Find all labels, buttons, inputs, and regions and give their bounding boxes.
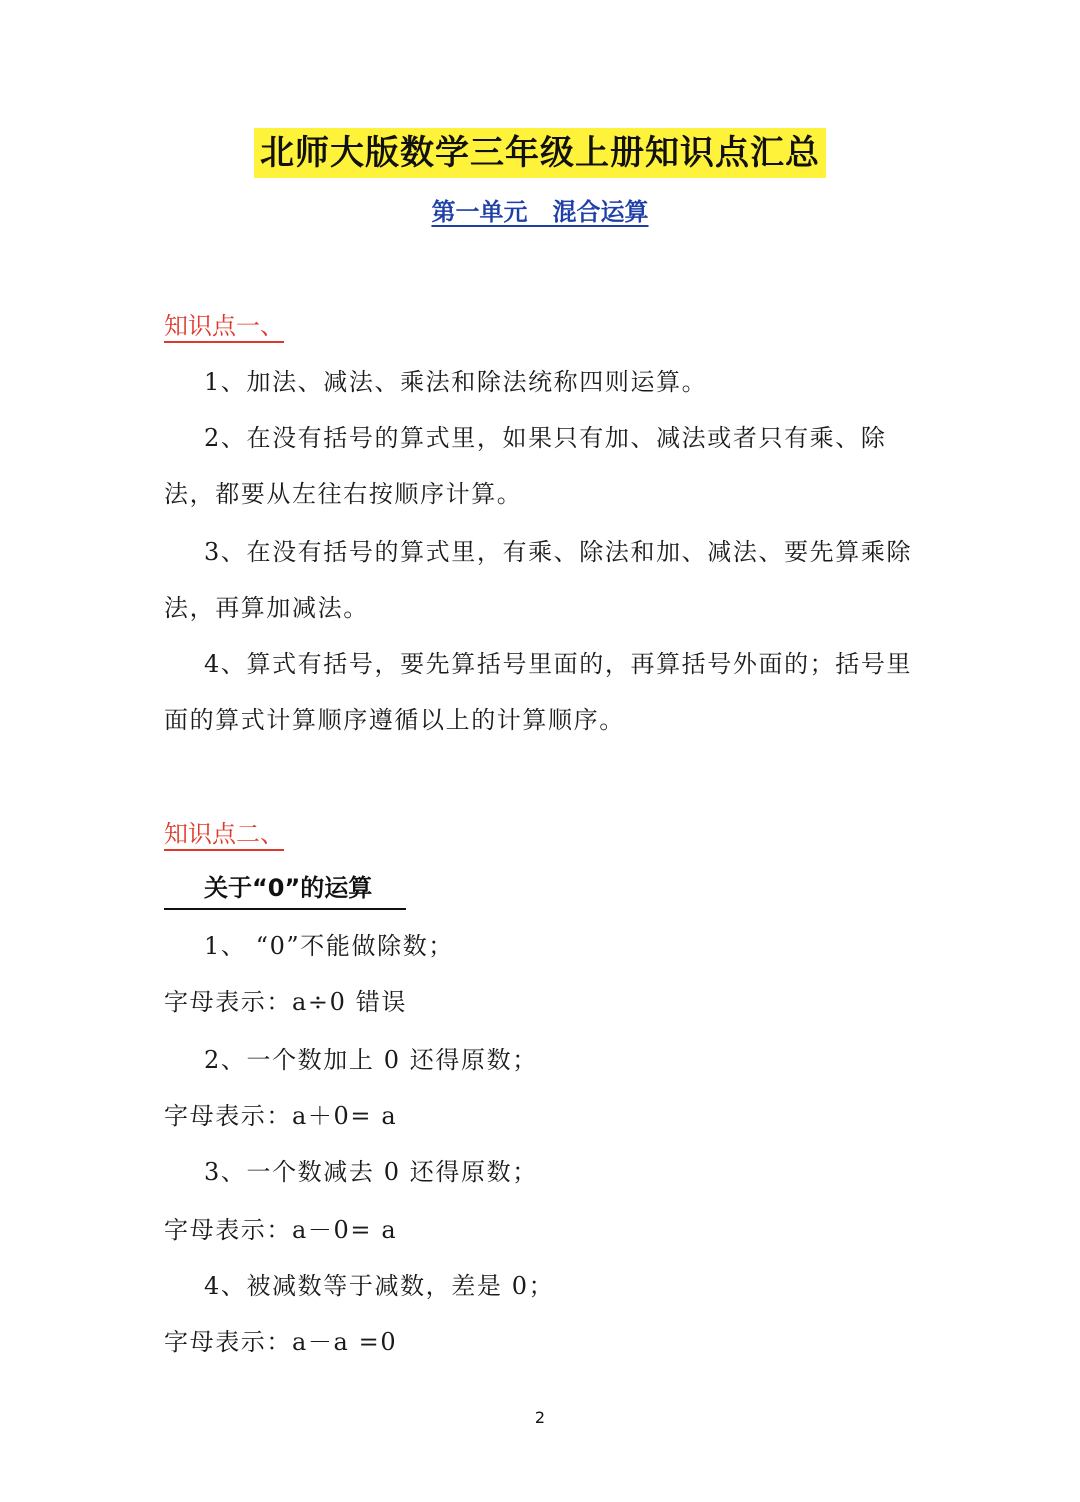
zero-rule-4: 4、被减数等于减数，差是 0； <box>204 1272 555 1300</box>
unit-title-container <box>0 192 1080 232</box>
zero-rule-3: 3、一个数减去 0 还得原数； <box>204 1158 538 1186</box>
zero-formula-4: 字母表示：a－a =0 <box>164 1328 398 1356</box>
document-title: 北师大版数学三年级上册知识点汇总 <box>254 128 826 178</box>
title-container <box>0 128 1080 178</box>
page-number: 2 <box>534 1408 546 1427</box>
zero-formula-1: 字母表示：a÷0 错误 <box>164 988 407 1016</box>
unit-title: 第一单元 混合运算 <box>431 198 649 226</box>
section1-item-2: 2、在没有括号的算式里，如果只有加、减法或者只有乘、除法，都要从左往右按顺序计算。 <box>164 424 887 508</box>
zero-formula-2: 字母表示：a＋0= a <box>164 1102 398 1130</box>
zero-rule-2: 2、一个数加上 0 还得原数； <box>204 1046 538 1074</box>
section1-item-4: 4、算式有括号，要先算括号里面的，再算括号外面的；括号里面的算式计算顺序遵循以上的计算顺序。 <box>164 650 913 734</box>
knowledge-point-2-heading: 知识点二、 <box>164 820 284 848</box>
section1-item-3: 3、在没有括号的算式里，有乘、除法和加、减法、要先算乘除法，再算加减法。 <box>164 538 913 622</box>
zero-formula-3: 字母表示：a－0= a <box>164 1216 398 1244</box>
section1-item-1: 1、加法、减法、乘法和除法统称四则运算。 <box>204 368 708 396</box>
zero-operations-heading: 关于“0”的运算 <box>164 868 406 910</box>
knowledge-point-1-heading: 知识点一、 <box>164 312 284 340</box>
zero-rule-1: 1、 “0”不能做除数； <box>204 932 454 960</box>
